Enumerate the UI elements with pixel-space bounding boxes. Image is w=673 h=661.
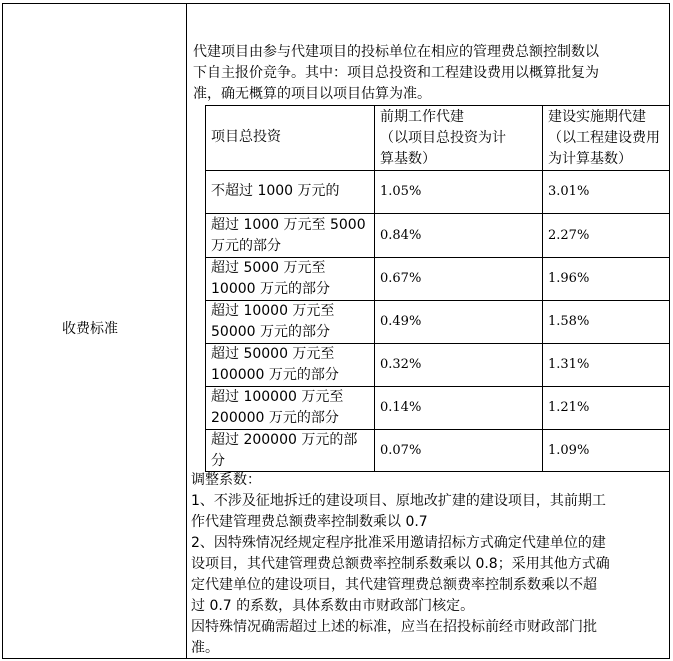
range-cell [211,258,330,300]
header-early-stage [380,107,506,170]
early-rate-cell: 0.07% [380,443,422,458]
build-rate-cell: 2.27% [548,228,590,243]
build-rate-cell: 1.96% [548,271,590,286]
adjustment-paragraph [191,470,610,659]
adjust-line: 作代建管理费总额费率控制数乘以 0.7 [191,514,428,530]
row-label: 收费标准 [62,321,118,337]
range-line: 分 [211,453,225,469]
intro-paragraph [193,42,599,105]
range-line: 100000 万元的部分 [211,367,339,383]
adjust-line: 因特殊情况确需超过上述的标准，应当在招投标前经市财政部门批 [191,619,597,635]
intro-line: 下自主报价竞争。其中：项目总投资和工程建设费用以概算批复为 [193,65,599,81]
range-line: 200000 万元的部分 [211,410,339,426]
early-rate-cell: 0.49% [380,314,422,329]
range-cell [211,301,334,343]
range-cell [211,430,357,472]
intro-line: 代建项目由参与代建项目的投标单位在相应的管理费总额控制数以 [193,44,599,60]
outer-border-right [669,3,670,659]
build-rate-cell: 1.31% [548,357,590,372]
range-line: 超过 200000 万元的部 [211,432,358,448]
range-cell [211,344,339,386]
outer-border-left [2,3,3,659]
range-line: 超过 50000 万元至 [211,346,335,362]
early-rate-cell: 0.32% [380,357,422,372]
header-line: （以工程建设费用 [548,130,660,146]
table-row-divider [205,213,670,214]
adjust-line: 调整系数： [191,472,261,488]
adjust-line: 准。 [191,640,219,656]
adjust-line: 过 0.7 的系数，具体系数由市财政部门核定。 [191,598,475,614]
table-border-left [205,105,206,472]
header-line: 为计算基数） [548,151,632,167]
table-column-divider [542,105,543,472]
early-rate-cell: 0.67% [380,271,422,286]
build-rate-cell: 1.09% [548,443,590,458]
early-rate-cell: 0.14% [380,400,422,415]
header-line: 算基数） [380,151,436,167]
adjust-line: 2、因特殊情况经规定程序批准采用邀请招标方式确定代建单位的建 [191,535,606,551]
header-total-investment: 项目总投资 [211,129,281,145]
build-rate-cell: 1.21% [548,400,590,415]
range-line: 超过 10000 万元至 [211,303,335,319]
intro-line: 准，确无概算的项目以项目估算为准。 [193,86,431,102]
range-line: 超过 1000 万元至 5000 [211,217,366,233]
outer-border-top [2,3,670,4]
build-rate-cell: 1.58% [548,314,590,329]
adjust-line: 定代建单位的建设项目，其代建管理费总额费率控制系数乘以不超 [191,577,597,593]
column-divider [186,3,187,659]
range-line: 超过 5000 万元至 [211,260,326,276]
adjust-line: 设项目，其代建管理费总额费率控制系数乘以 0.8；采用其他方式确 [191,556,610,572]
range-cell [211,215,366,257]
early-rate-cell: 1.05% [380,184,422,199]
header-line: 建设实施期代建 [548,109,646,125]
adjust-line: 1、不涉及征地拆迁的建设项目、原地改扩建的建设项目，其前期工 [191,493,606,509]
early-rate-cell: 0.84% [380,228,422,243]
range-line: 万元的部分 [211,238,281,254]
header-line: （以项目总投资为计 [380,130,506,146]
header-line: 前期工作代建 [380,109,464,125]
table-row-divider [205,170,670,171]
range-line: 10000 万元的部分 [211,281,330,297]
build-rate-cell: 3.01% [548,184,590,199]
table-border-top [205,105,670,106]
header-construction-stage [548,107,660,170]
range-cell: 不超过 1000 万元的 [211,183,340,199]
range-line: 50000 万元的部分 [211,324,330,340]
range-cell [211,387,343,429]
table-column-divider [374,105,375,472]
range-line: 超过 100000 万元至 [211,389,344,405]
